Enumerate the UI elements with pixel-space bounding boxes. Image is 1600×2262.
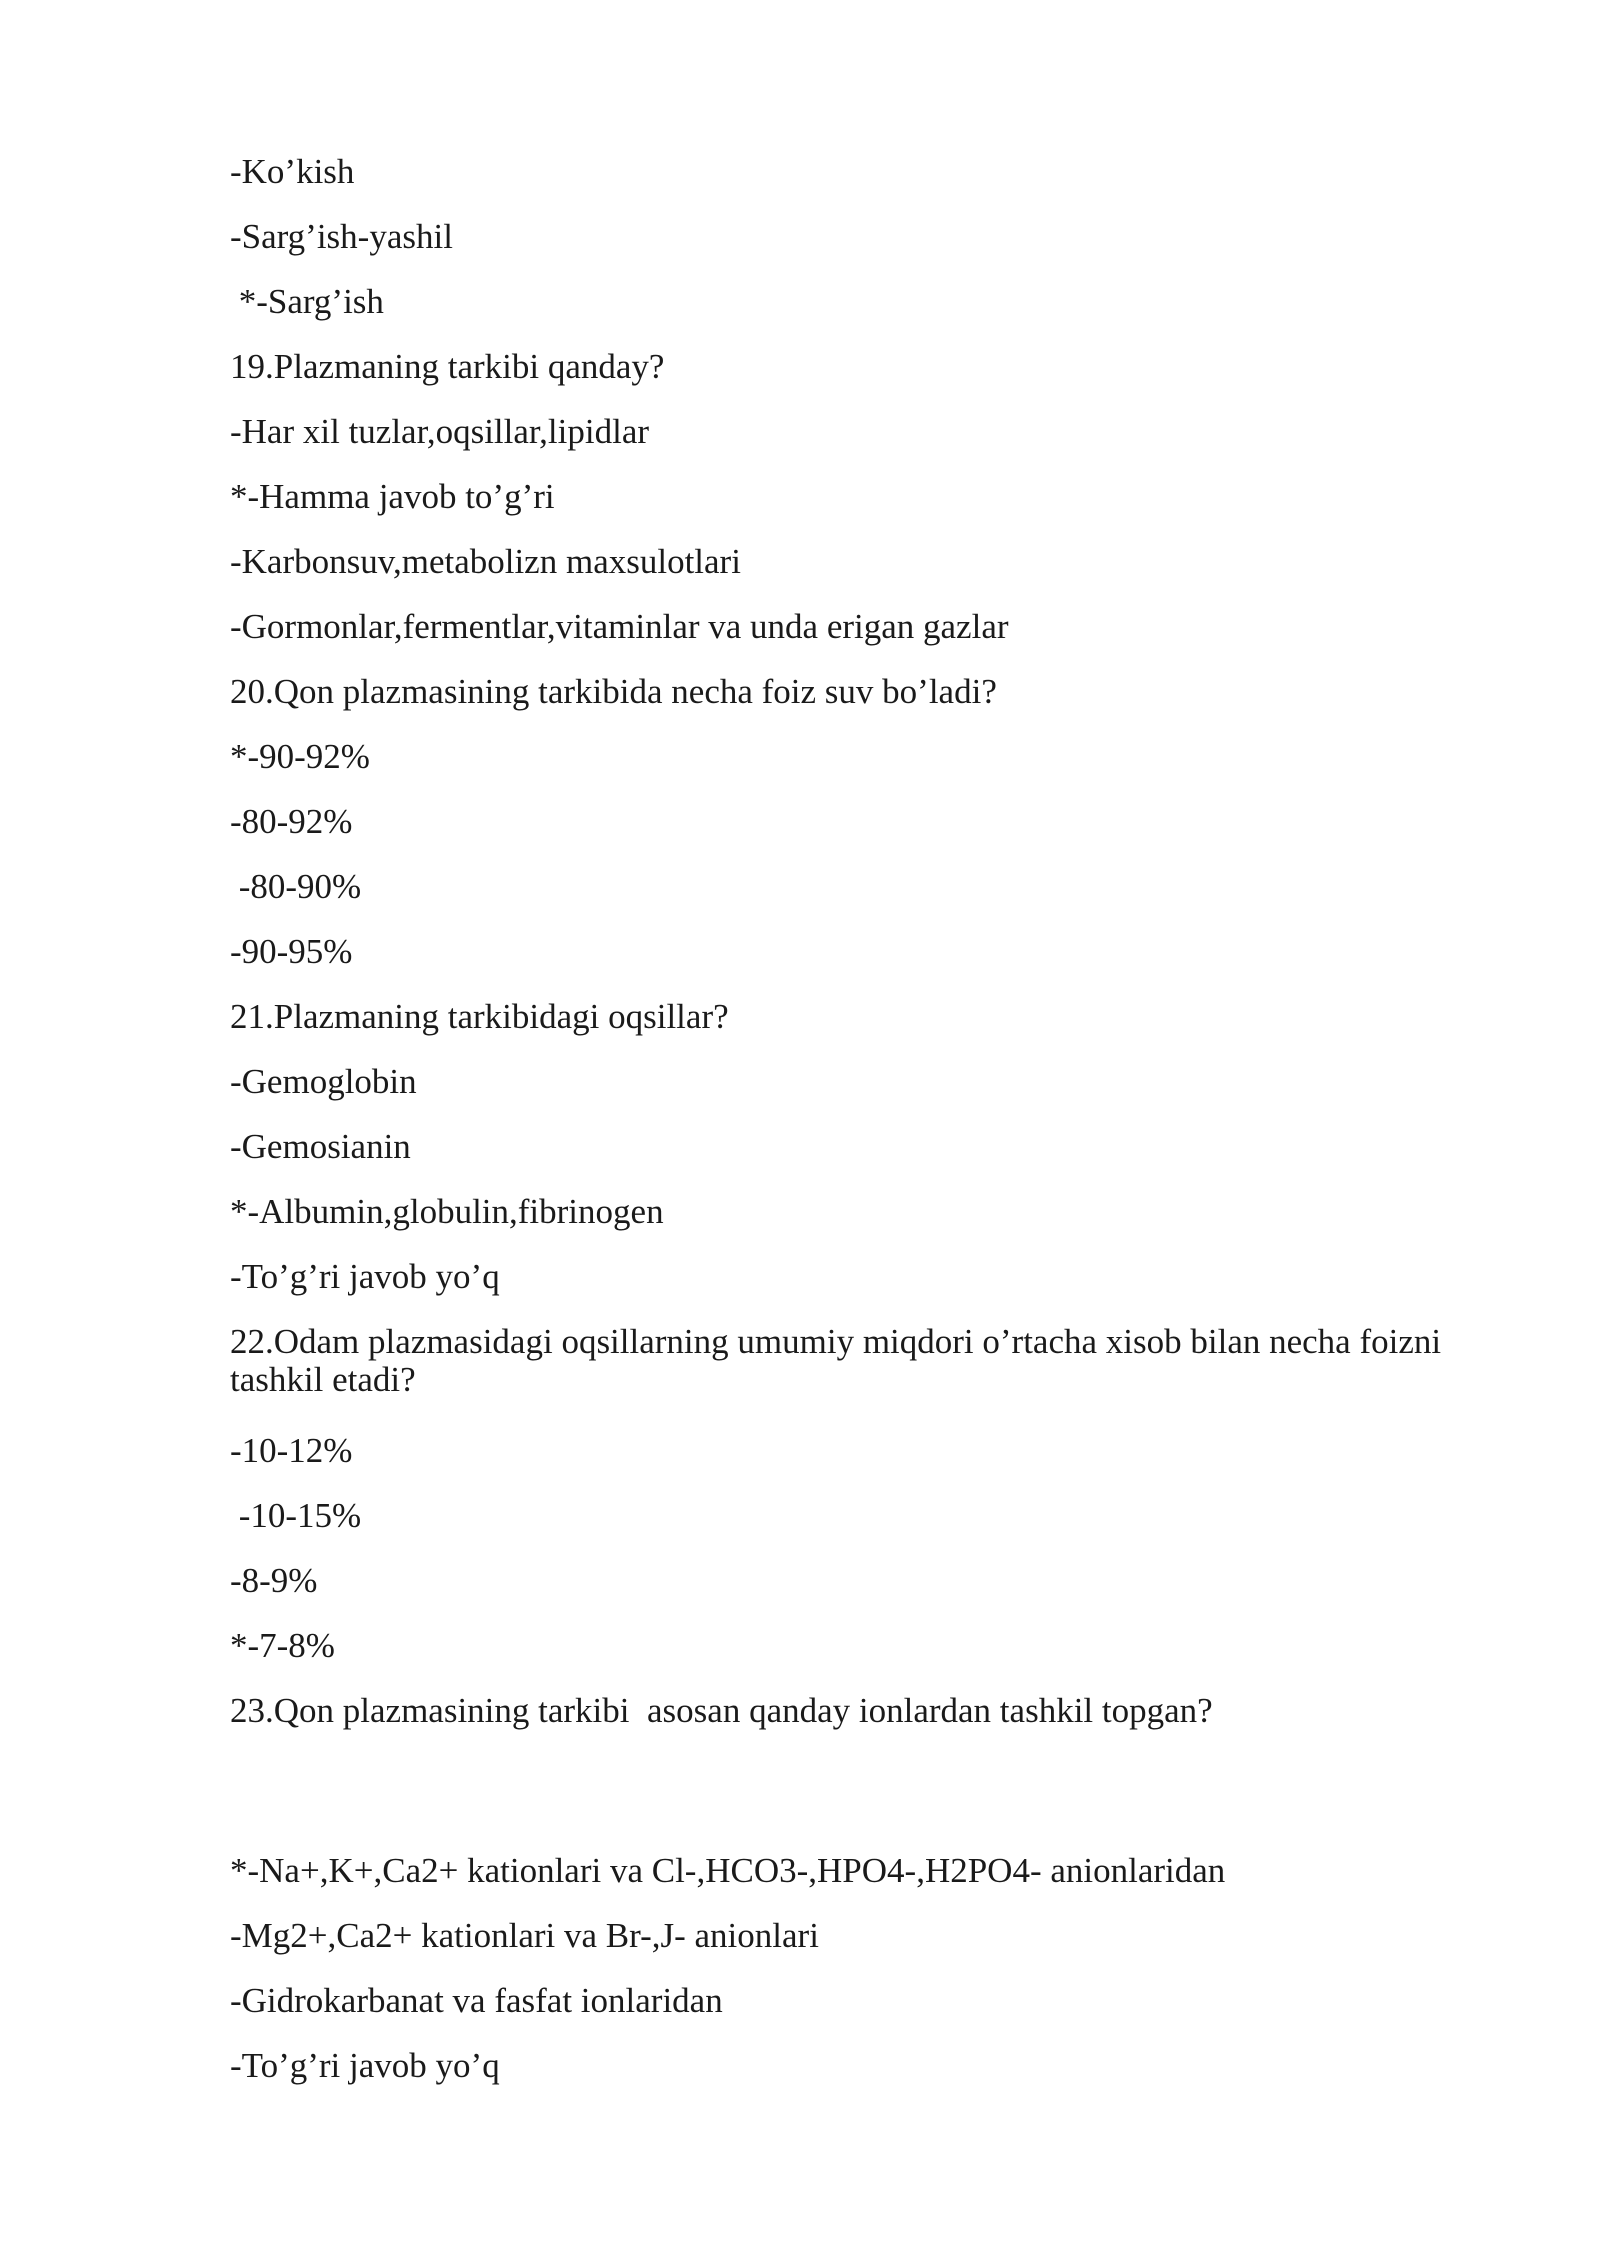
option-line: -10-12%	[230, 1431, 353, 1470]
option-line: -80-90%	[230, 867, 362, 906]
option-line: -80-92%	[230, 802, 353, 841]
correct-option-line: *-Sarg’ish	[230, 282, 384, 321]
option-line: -90-95%	[230, 932, 353, 971]
option-line: -10-15%	[230, 1496, 362, 1535]
correct-option-line: *-90-92%	[230, 737, 370, 776]
option-line: -Gemosianin	[230, 1127, 411, 1166]
option-line: -Gormonlar,fermentlar,vitaminlar va unda erigan gazlar	[230, 607, 1009, 646]
correct-option-line: *-Hamma javob to’g’ri	[230, 477, 555, 516]
question-23: 23.Qon plazmasining tarkibi asosan qanday ionlardan tashkil topgan?	[230, 1691, 1213, 1730]
option-line: -To’g’ri javob yo’q	[230, 1257, 500, 1296]
question-22: 22.Odam plazmasidagi oqsillarning umumiy miqdori o’rtacha xisob bilan necha foizni tashkil etadi?	[230, 1322, 1442, 1399]
option-line: -Karbonsuv,metabolizn maxsulotlari	[230, 542, 741, 581]
question-21: 21.Plazmaning tarkibidagi oqsillar?	[230, 997, 729, 1036]
question-19: 19.Plazmaning tarkibi qanday?	[230, 347, 665, 386]
correct-option-line: *-7-8%	[230, 1626, 335, 1665]
correct-option-line: *-Albumin,globulin,fibrinogen	[230, 1192, 664, 1231]
option-line: -Har xil tuzlar,oqsillar,lipidlar	[230, 412, 650, 451]
correct-option-line: *-Na+,K+,Ca2+ kationlari va Cl-,HCO3-,HPO4-,H2PO4- anionlaridan	[230, 1851, 1226, 1890]
option-line: -Ko’kish	[230, 152, 355, 191]
option-line: -Mg2+,Ca2+ kationlari va Br-,J- anionlari	[230, 1916, 819, 1955]
option-line: -8-9%	[230, 1561, 318, 1600]
question-20: 20.Qon plazmasining tarkibida necha foiz suv bo’ladi?	[230, 672, 997, 711]
option-line: -Sarg’ish-yashil	[230, 217, 453, 256]
option-line: -Gidrokarbanat va fasfat ionlaridan	[230, 1981, 723, 2020]
option-line: -To’g’ri javob yo’q	[230, 2046, 500, 2085]
option-line: -Gemoglobin	[230, 1062, 417, 1101]
